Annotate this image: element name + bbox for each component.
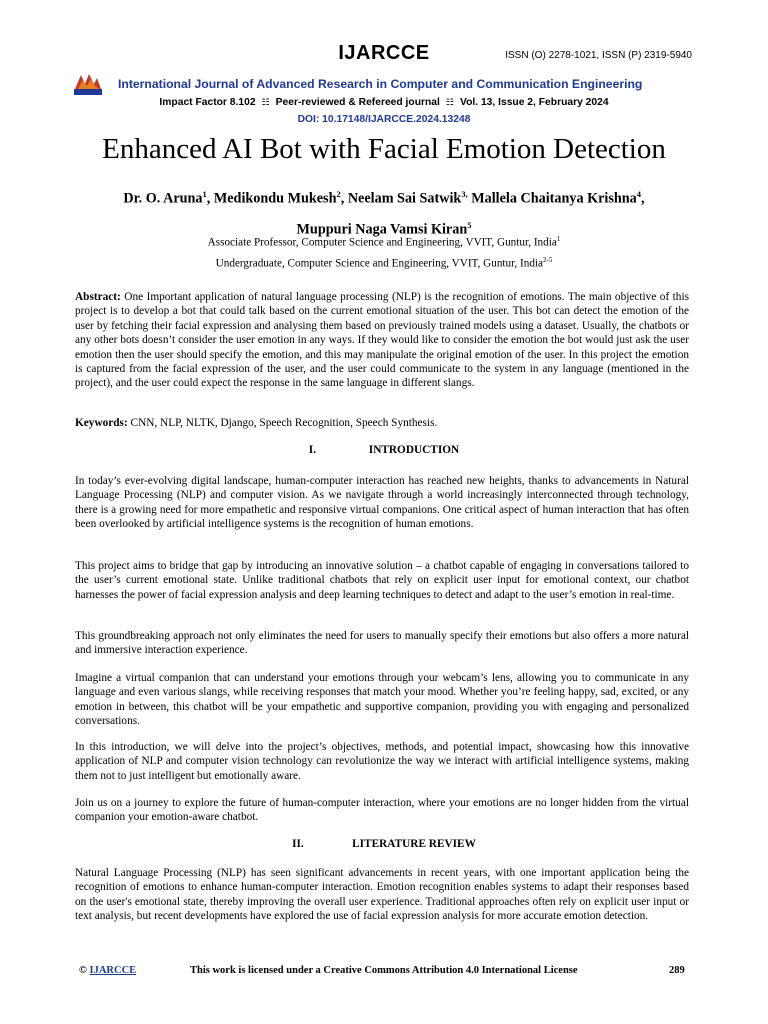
keywords-label: Keywords: bbox=[75, 417, 128, 429]
section-heading bbox=[0, 444, 768, 456]
review-status: Peer-reviewed & Refereed journal bbox=[275, 97, 440, 108]
author-separator: , bbox=[340, 190, 348, 207]
keywords bbox=[75, 416, 689, 430]
author-separator: , bbox=[206, 190, 214, 207]
affiliation-mark: 2-5 bbox=[542, 256, 553, 264]
separator-icon: ☷ bbox=[445, 97, 454, 107]
section-title: INTRODUCTION bbox=[368, 444, 460, 456]
journal-logo bbox=[73, 72, 103, 96]
paragraph: This project aims to bridge that gap by introducing an innovative solution – a chatbot capable of engaging in conversations tailored to the user’s current emotional state. Unlike traditional chatbots that rely on explicit user input for emotional context, our chatbot harnesses the power of facial expression analysis and deep learning techniques to detect and adapt to the user’s emotion in real-time. bbox=[75, 560, 689, 601]
author-affiliation-mark: 5 bbox=[467, 219, 472, 230]
impact-factor: Impact Factor 8.102 bbox=[159, 97, 256, 108]
footer-copyright bbox=[79, 965, 136, 976]
journal-full-name: International Journal of Advanced Research in Computer and Communication Engineering bbox=[118, 77, 643, 91]
paragraph: In this introduction, we will delve into the project’s objectives, methods, and potential impact, showcasing how this innovative application of NLP and computer vision technology can revolutionize the way we interact with artificial intelligence systems, making them not to just intelligent but emotionally aware. bbox=[75, 741, 689, 782]
section-title: LITERATURE REVIEW bbox=[352, 838, 476, 850]
volume-issue: Vol. 13, Issue 2, February 2024 bbox=[459, 97, 609, 108]
section-number: I. bbox=[308, 444, 317, 456]
abstract-label: Abstract: bbox=[75, 291, 121, 303]
author-affiliation-mark: 3, bbox=[461, 189, 468, 199]
author-affiliation-mark: 2 bbox=[336, 189, 341, 199]
section-number: II. bbox=[292, 838, 304, 850]
abstract-text: One Important application of natural language processing (NLP) is the recognition of emotions. The main objective of this project is to develop a bot that could talk based on the current emotional situation of the user. This bot can detect the emotion of the user by fetching their facial expression and analysing them based on previously trained models using a dataset. Usually, the chatbots or any other bots doesn’t consider the user emotion in any ways. If they would like to consider the emotion the bot would just ask the user emotion then the user should specify the emotion, and this may manipulate the original emotion of the user. In this project the emotion is captured from the facial expression of the user, and the user could communicate to the system in any language (mentioned in the project), and the user could expect the response in the same language in different slangs. bbox=[75, 291, 689, 390]
author-affiliation-mark: 1 bbox=[202, 189, 207, 199]
doi-link[interactable]: DOI: 10.17148/IJARCCE.2024.13248 bbox=[297, 114, 471, 125]
author-name: Muppuri Naga Vamsi Kiran bbox=[296, 221, 468, 238]
paragraph: Imagine a virtual companion that can understand your emotions through your webcam’s lens, allowing you to communicate in any language and even various slangs, while receiving responses that match your mood. Whether you’re feeling happy, sad, excited, or any emotion in between, this chatbot will be your empathetic and supportive companion, providing you with engaging and personalized conversations. bbox=[75, 672, 689, 728]
author-name: Mallela Chaitanya Krishna bbox=[471, 190, 637, 207]
author-name: Dr. O. Aruna bbox=[123, 190, 203, 207]
author-name: Neelam Sai Satwik bbox=[347, 190, 462, 207]
copyright-link[interactable]: IJARCCE bbox=[89, 965, 137, 976]
author-list bbox=[60, 181, 708, 242]
author-name: Medikondu Mukesh bbox=[213, 190, 337, 207]
affiliation-line bbox=[0, 235, 768, 249]
affiliation-mark: 1 bbox=[556, 235, 561, 243]
abstract bbox=[75, 290, 689, 391]
paragraph: In today’s ever-evolving digital landscape, human-computer interaction has reached new heights, thanks to advancements in Natural Language Processing (NLP) and computer vision. As we navigate through a world increasingly interconnected through technology, there is a growing need for more empathetic and responsive virtual companions. One critical aspect of human interaction that has often been overlooked by artificial intelligence systems is the recognition of human emotions. bbox=[75, 475, 689, 531]
author-affiliation-mark: 4 bbox=[636, 189, 642, 199]
author-separator: , bbox=[641, 190, 645, 207]
paragraph: Natural Language Processing (NLP) has seen significant advancements in recent years, with one important application being the recognition of emotions to enhance human-computer interaction. Emotion recognition enables systems to adapt their responses based on the user's emotional state, thereby improving the overall user experience. Traditional approaches often rely on explicit user input or text analysis, but recent developments have explored the use of facial expression analysis for more accurate emotion detection. bbox=[75, 867, 689, 923]
page-number: 289 bbox=[669, 965, 685, 976]
journal-meta-line bbox=[0, 97, 768, 108]
affiliation-line bbox=[0, 256, 768, 270]
copyright-icon: © bbox=[79, 965, 87, 976]
affiliation-text: Undergraduate, Computer Science and Engineering, VVIT, Guntur, India bbox=[215, 257, 543, 270]
keywords-text: CNN, NLP, NLTK, Django, Speech Recognition, Speech Synthesis. bbox=[130, 417, 438, 429]
paper-title: Enhanced AI Bot with Facial Emotion Detection bbox=[102, 133, 666, 165]
affiliation-text: Associate Professor, Computer Science and Engineering, VVIT, Guntur, India bbox=[207, 236, 557, 249]
footer-license: This work is licensed under a Creative Commons Attribution 4.0 International License bbox=[190, 965, 578, 976]
journal-logo-icon bbox=[73, 72, 103, 96]
paragraph: Join us on a journey to explore the future of human-computer interaction, where your emotions are no longer hidden from the virtual companion your emotion-aware chatbot. bbox=[75, 797, 689, 824]
section-heading bbox=[0, 838, 768, 850]
journal-acronym: IJARCCE bbox=[338, 42, 430, 64]
paragraph: This groundbreaking approach not only eliminates the need for users to manually specify their emotions but also offers a more natural and immersive interaction experience. bbox=[75, 630, 689, 657]
issn-info: ISSN (O) 2278-1021, ISSN (P) 2319-5940 bbox=[505, 50, 692, 61]
separator-icon: ☷ bbox=[261, 97, 270, 107]
